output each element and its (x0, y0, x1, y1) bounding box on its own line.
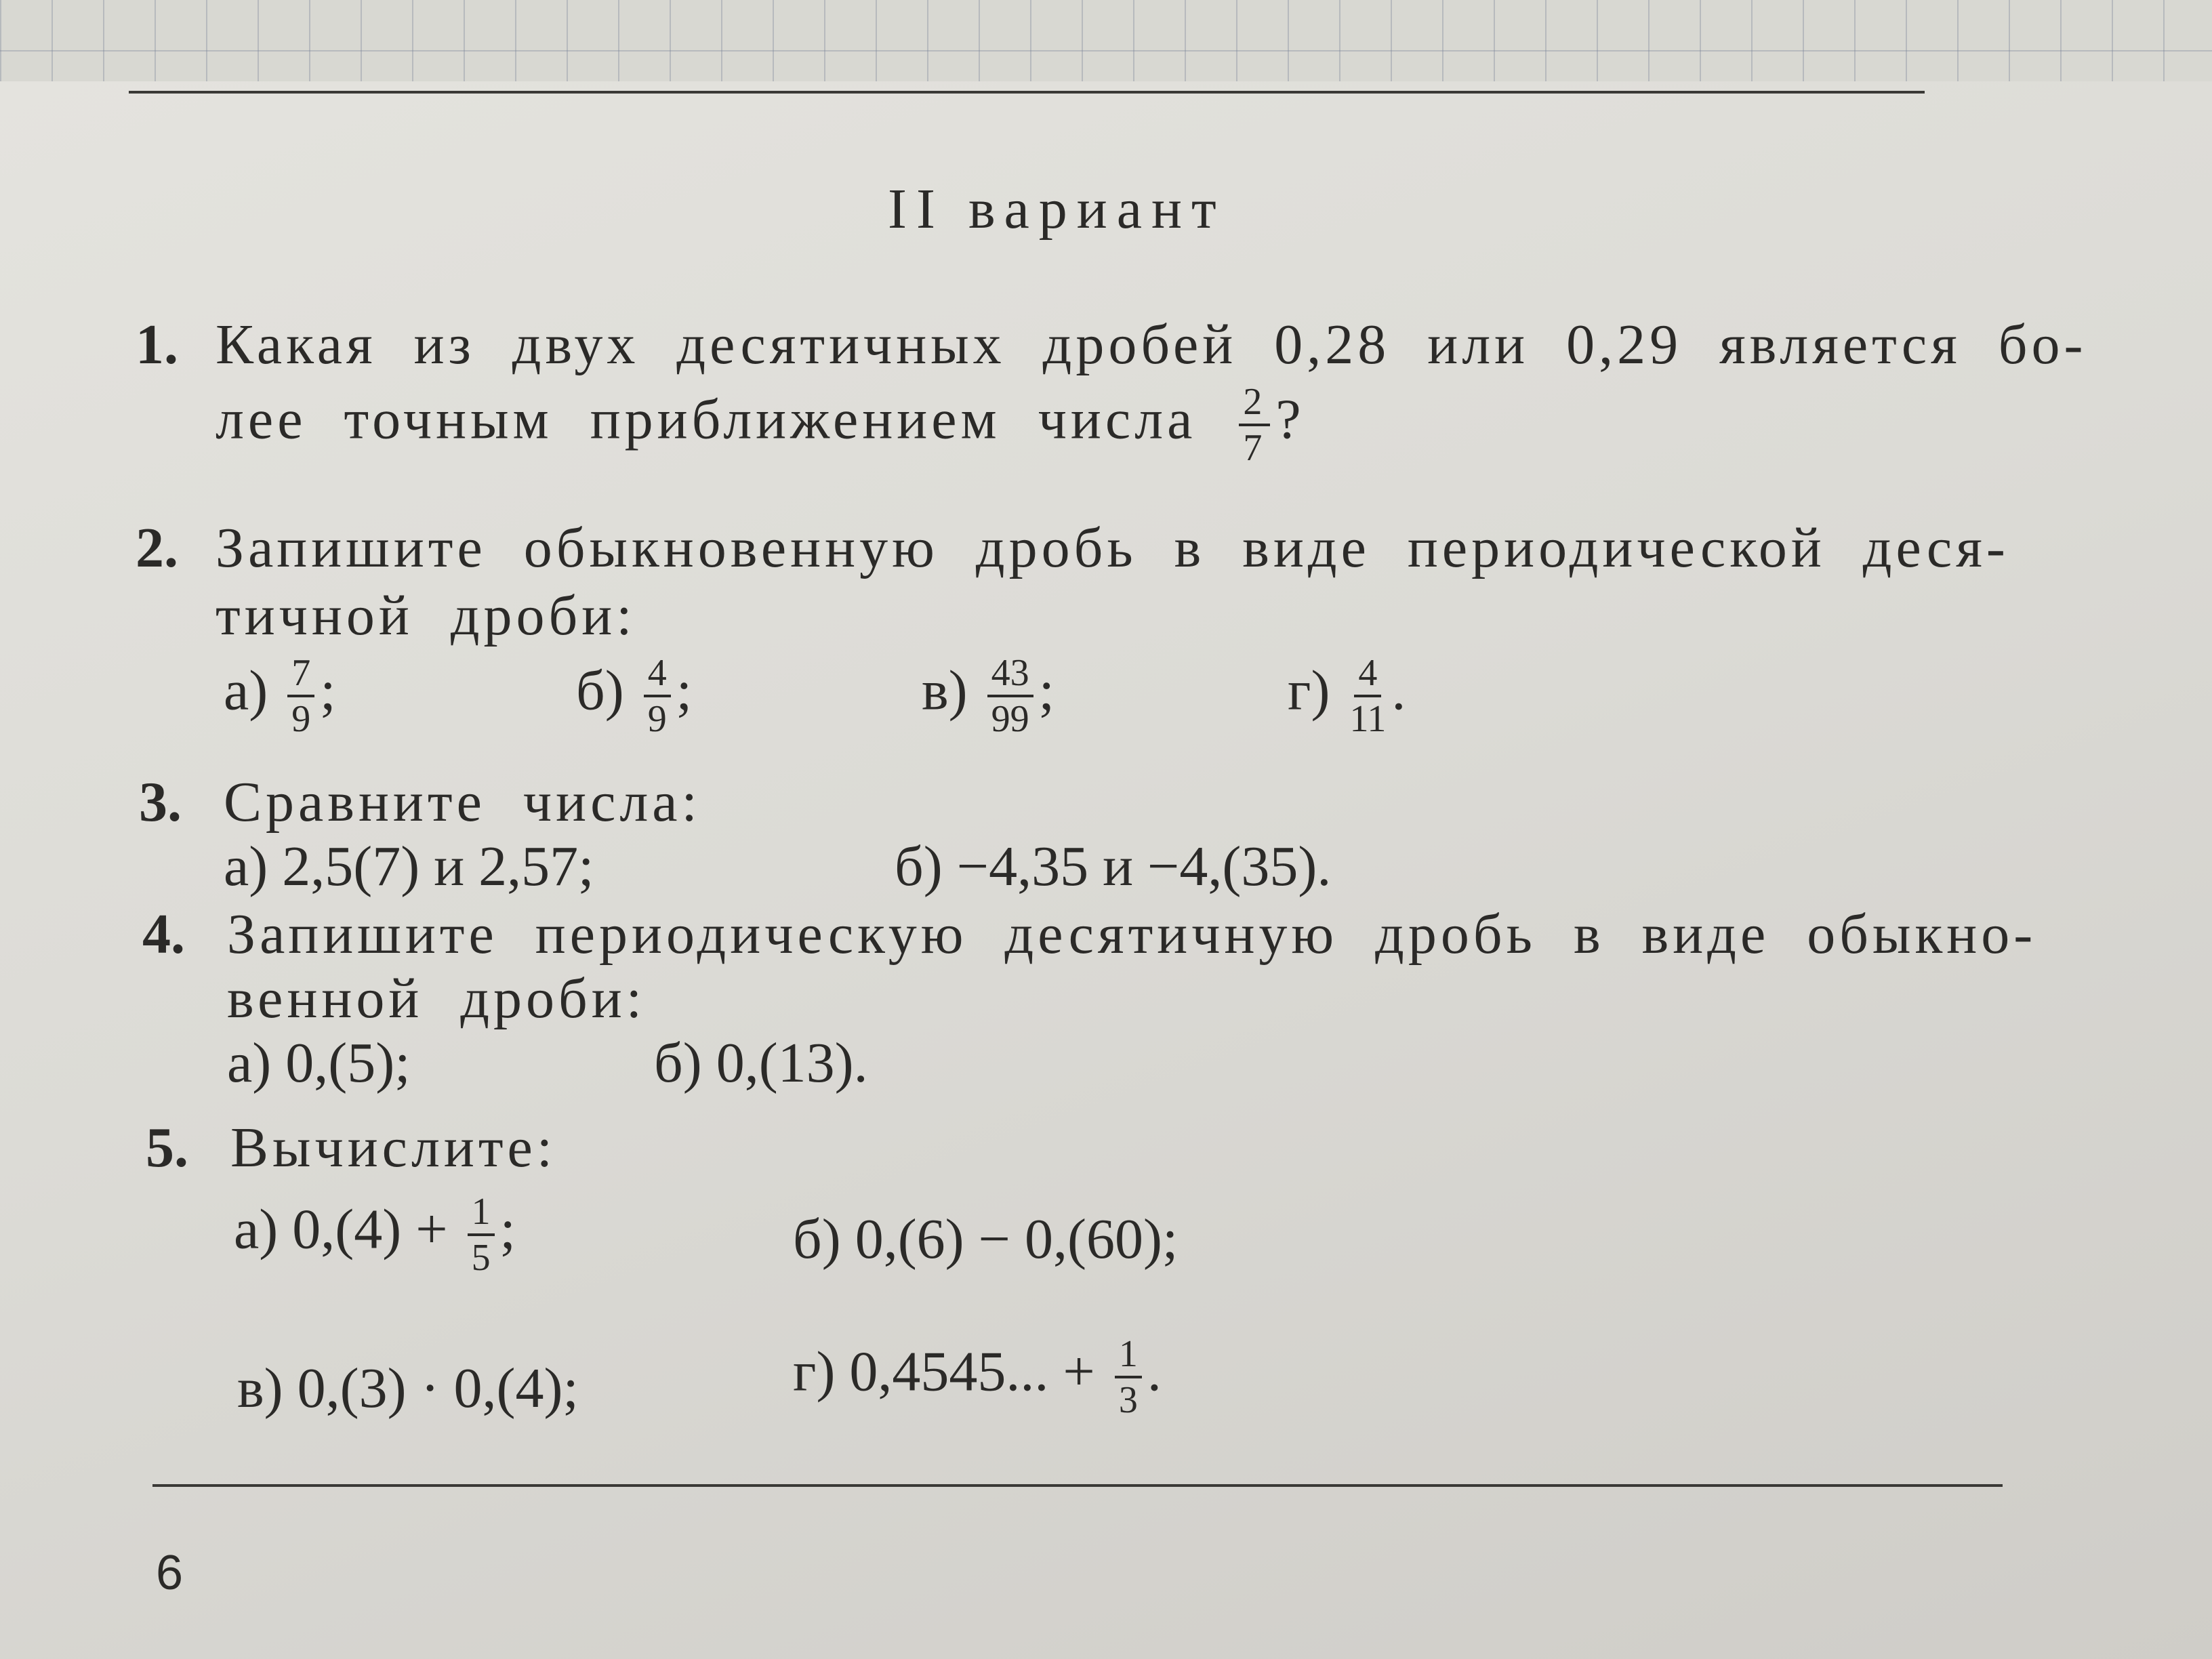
item-end: ; (676, 659, 693, 722)
task-3-line-1: Сравните числа: (224, 771, 701, 834)
task-5-item-a (234, 1193, 516, 1277)
fraction-numerator: 1 (1115, 1335, 1142, 1378)
task-1-line-1: Какая из двух десятичных дробей 0,28 или 0,29 является бо- (216, 313, 2087, 376)
fraction-numerator: 4 (1354, 654, 1381, 697)
item-fraction (644, 654, 671, 738)
task-1-fraction (1239, 383, 1270, 467)
fraction-denominator: 9 (291, 698, 311, 740)
task-4-line-1: Запишите периодическую десятичную дробь в виде обыкно- (227, 903, 2037, 966)
task-3-number: 3. (139, 771, 182, 834)
task-1-number: 1. (136, 313, 178, 376)
fraction-denominator: 7 (1243, 427, 1267, 469)
task-2-line-2: тичной дроби: (216, 584, 636, 647)
item-label: в) (922, 659, 968, 722)
task-2-item-b (576, 654, 692, 738)
item-end: ; (1038, 659, 1054, 722)
fraction-denominator: 9 (647, 698, 667, 740)
task-5-line-1: Вычислите: (230, 1116, 557, 1179)
task-2-item-d (1288, 654, 1406, 738)
fraction-numerator: 4 (644, 654, 671, 697)
item-label: а) (224, 659, 268, 722)
fraction-denominator: 11 (1349, 698, 1387, 740)
fraction-numerator: 43 (987, 654, 1033, 697)
fraction-numerator: 2 (1239, 383, 1270, 426)
task-5-item-b: б) 0,(6) − 0,(60); (793, 1208, 1179, 1271)
item-text: а) 0,(4) + (234, 1197, 448, 1261)
task-2-number: 2. (136, 516, 178, 579)
item-fraction (287, 654, 314, 738)
task-5-number: 5. (146, 1116, 188, 1179)
task-4-line-2: венной дроби: (227, 967, 647, 1030)
fraction-denominator: 3 (1118, 1379, 1138, 1421)
item-label: г) (1288, 659, 1330, 722)
task-1-question-mark: ? (1275, 388, 1305, 451)
task-2-item-c (922, 654, 1054, 738)
fraction-numerator: 1 (468, 1193, 495, 1236)
task-4-item-a: а) 0,(5); (227, 1031, 411, 1094)
worksheet-page (0, 81, 2212, 1659)
fraction-denominator: 5 (471, 1237, 491, 1279)
task-1-line-2 (216, 383, 1305, 467)
task-4-item-b: б) 0,(13). (654, 1031, 868, 1094)
task-2-line-1: Запишите обыкновенную дробь в виде периодической деся- (216, 516, 2009, 579)
item-text: г) 0,4545... + (793, 1340, 1095, 1404)
task-1-line-2-text: лее точным приближением числа (216, 388, 1197, 451)
task-5-item-d (793, 1335, 1162, 1419)
task-3-item-a: а) 2,5(7) и 2,57; (224, 835, 594, 898)
task-5-item-c: в) 0,(3) · 0,(4); (237, 1357, 579, 1420)
item-end: . (1147, 1340, 1162, 1404)
item-label: б) (576, 659, 624, 722)
page-number: 6 (156, 1546, 184, 1600)
item-fraction (1115, 1335, 1142, 1419)
task-2-item-a (224, 654, 336, 738)
task-4-number: 4. (142, 903, 185, 966)
fraction-numerator: 7 (287, 654, 314, 697)
fraction-denominator: 99 (991, 698, 1029, 740)
item-fraction (987, 654, 1033, 738)
item-end: . (1391, 659, 1406, 722)
bottom-rule (152, 1484, 2003, 1487)
item-end: ; (499, 1197, 516, 1261)
item-fraction (1349, 654, 1386, 738)
variant-title: II вариант (888, 178, 1226, 241)
task-3-item-b: б) −4,35 и −4,(35). (895, 835, 1332, 898)
item-fraction (468, 1193, 495, 1277)
item-end: ; (320, 659, 336, 722)
top-rule (129, 91, 1925, 94)
